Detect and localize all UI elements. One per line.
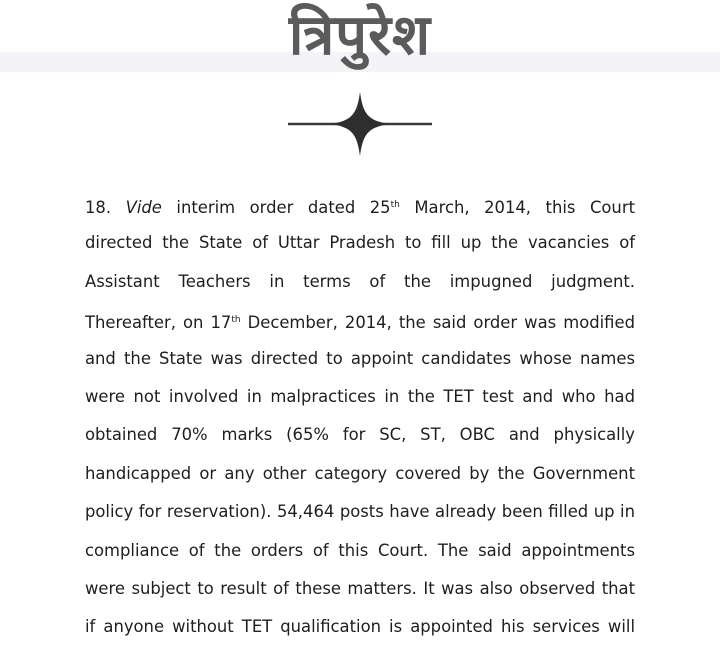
text-line: directed the State of Uttar Pradesh to fill up the vacancies of — [85, 233, 635, 253]
text-line: if anyone without TET qualification is appointed his services will — [85, 617, 635, 637]
star-divider-icon — [286, 92, 434, 156]
text-line: policy for reservation). 54,464 posts have already been filled up in — [85, 502, 635, 522]
text-line: Thereafter, on 17th December, 2014, the said order was modified — [85, 313, 635, 333]
text-line: were subject to result of these matters. It was also observed that — [85, 578, 635, 598]
superscript: th — [390, 200, 400, 210]
text-line: handicapped or any other category covered by the Government — [85, 463, 635, 483]
text-line: and the State was directed to appoint candidates whose names — [85, 348, 635, 368]
text-line: compliance of the orders of this Court. The said appointments — [85, 540, 635, 560]
masthead-title: त्रिपुरेश — [288, 3, 432, 68]
text-line: Assistant Teachers in terms of the impugned judgment. — [85, 271, 635, 291]
superscript: th — [231, 315, 241, 326]
italic-term: Vide — [125, 198, 162, 217]
star-shape — [330, 92, 390, 156]
text-line: 18. Vide interim order dated 25th March, 2014, this Court — [85, 198, 635, 217]
paragraph-number: 18. — [85, 198, 112, 217]
text-line: obtained 70% marks (65% for SC, ST, OBC and physically — [85, 425, 635, 445]
judgment-paragraph — [85, 186, 635, 647]
masthead — [0, 0, 720, 72]
text-line: were not involved in malpractices in the TET test and who had — [85, 386, 635, 406]
